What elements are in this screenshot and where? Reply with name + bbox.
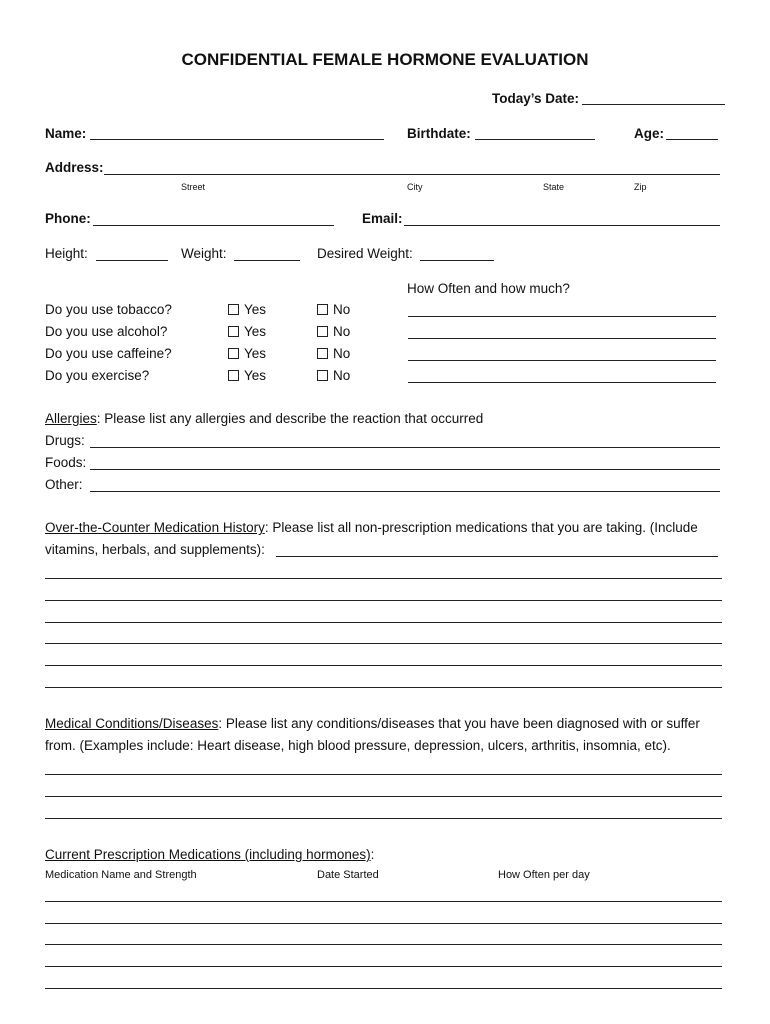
email-label: Email: <box>362 211 403 226</box>
allergies-instruction: Allergies: Please list any allergies and describe the reaction that occurred <box>45 411 484 426</box>
habit-frequency-field[interactable] <box>408 360 716 361</box>
prescription-line[interactable] <box>45 988 722 989</box>
otc-instruction: Over-the-Counter Medication History: Please list all non-prescription medications that you are taking. (Include <box>45 520 698 535</box>
otc-line[interactable] <box>45 622 722 623</box>
form-title: CONFIDENTIAL FEMALE HORMONE EVALUATION <box>181 50 589 69</box>
phone-label: Phone: <box>45 211 91 226</box>
otc-line[interactable] <box>45 665 722 666</box>
checkbox-icon[interactable] <box>228 326 239 337</box>
birthdate-label: Birthdate: <box>407 126 471 141</box>
desired-weight-field[interactable] <box>420 260 494 261</box>
habit-question: Do you exercise? <box>45 368 150 383</box>
other-field[interactable] <box>90 491 720 492</box>
checkbox-icon[interactable] <box>317 326 328 337</box>
todays-date-field[interactable] <box>582 104 725 105</box>
otc-heading: Over-the-Counter Medication History <box>45 520 265 535</box>
prescriptions-heading: Current Prescription Medications (including hormones) <box>45 847 371 862</box>
prescriptions-heading-row: Current Prescription Medications (including hormones): <box>45 847 375 862</box>
drugs-field[interactable] <box>90 447 720 448</box>
prescription-line[interactable] <box>45 901 722 902</box>
birthdate-field[interactable] <box>475 139 595 140</box>
habit-yes-option[interactable]: Yes <box>228 301 266 319</box>
allergies-heading: Allergies <box>45 411 97 426</box>
weight-label: Weight: <box>181 246 227 261</box>
conditions-line[interactable] <box>45 774 722 775</box>
habit-frequency-field[interactable] <box>408 338 716 339</box>
otc-line[interactable] <box>45 687 722 688</box>
foods-label: Foods: <box>45 455 87 470</box>
conditions-line[interactable] <box>45 818 722 819</box>
habit-question: Do you use tobacco? <box>45 302 172 317</box>
drugs-label: Drugs: <box>45 433 85 448</box>
habit-no-option[interactable]: No <box>317 367 350 385</box>
checkbox-icon[interactable] <box>317 304 328 315</box>
conditions-line[interactable] <box>45 796 722 797</box>
otc-line[interactable] <box>45 578 722 579</box>
name-field[interactable] <box>90 139 384 140</box>
checkbox-icon[interactable] <box>228 304 239 315</box>
checkbox-icon[interactable] <box>228 370 239 381</box>
weight-field[interactable] <box>234 260 300 261</box>
other-label: Other: <box>45 477 83 492</box>
age-label: Age: <box>634 126 664 141</box>
habit-no-option[interactable]: No <box>317 301 350 319</box>
height-field[interactable] <box>96 260 168 261</box>
conditions-instruction: Medical Conditions/Diseases: Please list any conditions/diseases that you have been diagnosed with or suffer <box>45 716 700 731</box>
habit-yes-option[interactable]: Yes <box>228 323 266 341</box>
checkbox-icon[interactable] <box>317 370 328 381</box>
name-label: Name: <box>45 126 87 141</box>
prescription-line[interactable] <box>45 944 722 945</box>
city-sublabel: City <box>407 182 423 192</box>
how-often-header: How Often and how much? <box>407 281 570 296</box>
otc-line[interactable] <box>45 643 722 644</box>
checkbox-icon[interactable] <box>317 348 328 359</box>
habit-question: Do you use alcohol? <box>45 324 168 339</box>
address-field[interactable] <box>104 174 720 175</box>
habit-yes-option[interactable]: Yes <box>228 367 266 385</box>
height-label: Height: <box>45 246 88 261</box>
zip-sublabel: Zip <box>634 182 647 192</box>
habit-no-option[interactable]: No <box>317 345 350 363</box>
prescription-line[interactable] <box>45 966 722 967</box>
habit-yes-option[interactable]: Yes <box>228 345 266 363</box>
conditions-instruction-line2: from. (Examples include: Heart disease, high blood pressure, depression, ulcers, arthritis, insomnia, etc). <box>45 738 671 753</box>
habit-question: Do you use caffeine? <box>45 346 172 361</box>
col-how-often: How Often per day <box>498 869 590 881</box>
conditions-heading: Medical Conditions/Diseases <box>45 716 219 731</box>
age-field[interactable] <box>666 139 718 140</box>
col-date-started: Date Started <box>317 869 379 881</box>
address-label: Address: <box>45 160 104 175</box>
checkbox-icon[interactable] <box>228 348 239 359</box>
otc-line[interactable] <box>45 600 722 601</box>
state-sublabel: State <box>543 182 565 192</box>
otc-instruction-line2: vitamins, herbals, and supplements): <box>45 542 265 557</box>
email-field[interactable] <box>404 225 720 226</box>
habit-frequency-field[interactable] <box>408 382 716 383</box>
col-medication-name: Medication Name and Strength <box>45 869 197 881</box>
foods-field[interactable] <box>90 469 720 470</box>
habit-no-option[interactable]: No <box>317 323 350 341</box>
otc-field[interactable] <box>276 556 718 557</box>
street-sublabel: Street <box>181 182 206 192</box>
phone-field[interactable] <box>93 225 334 226</box>
habit-frequency-field[interactable] <box>408 316 716 317</box>
desired-weight-label: Desired Weight: <box>317 246 413 261</box>
todays-date-label: Today’s Date: <box>492 91 580 106</box>
prescription-line[interactable] <box>45 923 722 924</box>
